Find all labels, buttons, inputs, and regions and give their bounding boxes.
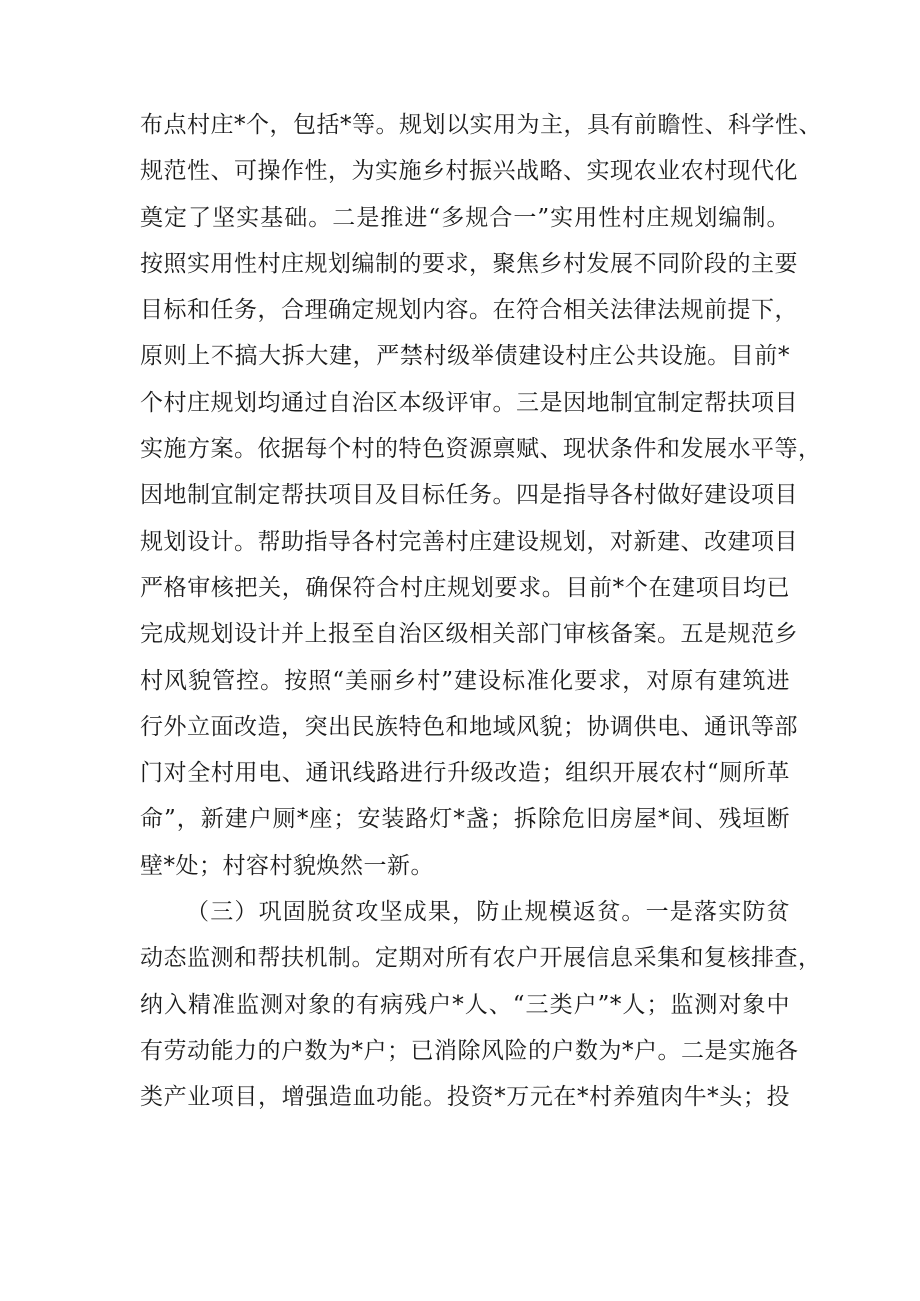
text-line: 门对全村用电、通讯线路进行升级改造；组织开展农村“厕所革 — [140, 760, 790, 787]
text-line: 动态监测和帮扶机制。定期对所有农户开展信息采集和复核排查， — [140, 945, 822, 972]
text-line: 类产业项目，增强造血功能。投资*万元在*村养殖肉牛*头；投 — [140, 1084, 791, 1111]
text-line: 规划设计。帮助指导各村完善村庄建设规划，对新建、改建项目 — [140, 528, 798, 555]
text-line: 原则上不搞大拆大建，严禁村级举债建设村庄公共设施。目前* — [140, 343, 790, 370]
text-line: 完成规划设计并上报至自治区级相关部门审核备案。五是规范乡 — [140, 621, 798, 648]
text-line: 实施方案。依据每个村的特色资源禀赋、现状条件和发展水平等， — [140, 436, 822, 463]
section-heading-line: （三）巩固脱贫攻坚成果，防止规模返贫。一是落实防贫 — [186, 899, 790, 926]
text-line: 布点村庄*个，包括*等。规划以实用为主，具有前瞻性、科学性、 — [140, 112, 822, 138]
text-line: 村风貌管控。按照“美丽乡村”建设标准化要求，对原有建筑进 — [140, 667, 790, 694]
text-line: 严格审核把关，确保符合村庄规划要求。目前*个在建项目均已 — [140, 574, 790, 601]
text-line: 壁*处；村容村貌焕然一新。 — [140, 852, 434, 879]
text-line: 命”，新建户厕*座；安装路灯*盏；拆除危旧房屋*间、残垣断 — [140, 806, 790, 833]
text-line: 行外立面改造，突出民族特色和地域风貌；协调供电、通讯等部 — [140, 713, 798, 740]
text-line: 规范性、可操作性，为实施乡村振兴战略、实现农业农村现代化 — [140, 158, 798, 185]
text-line: 个村庄规划均通过自治区本级评审。三是因地制宜制定帮扶项目 — [140, 389, 798, 416]
body-text — [140, 102, 822, 1121]
text-line: 有劳动能力的户数为*户；已消除风险的户数为*户。二是实施各 — [140, 1037, 799, 1064]
text-line: 纳入精准监测对象的有病残户*人、“三类户”*人；监测对象中 — [140, 991, 790, 1018]
text-line: 按照实用性村庄规划编制的要求，聚焦乡村发展不同阶段的主要 — [140, 250, 798, 277]
text-line: 因地制宜制定帮扶项目及目标任务。四是指导各村做好建设项目 — [140, 482, 798, 509]
text-line: 目标和任务，合理确定规划内容。在符合相关法律法规前提下， — [140, 297, 798, 324]
text-line: 奠定了坚实基础。二是推进“多规合一”实用性村庄规划编制。 — [140, 204, 790, 231]
